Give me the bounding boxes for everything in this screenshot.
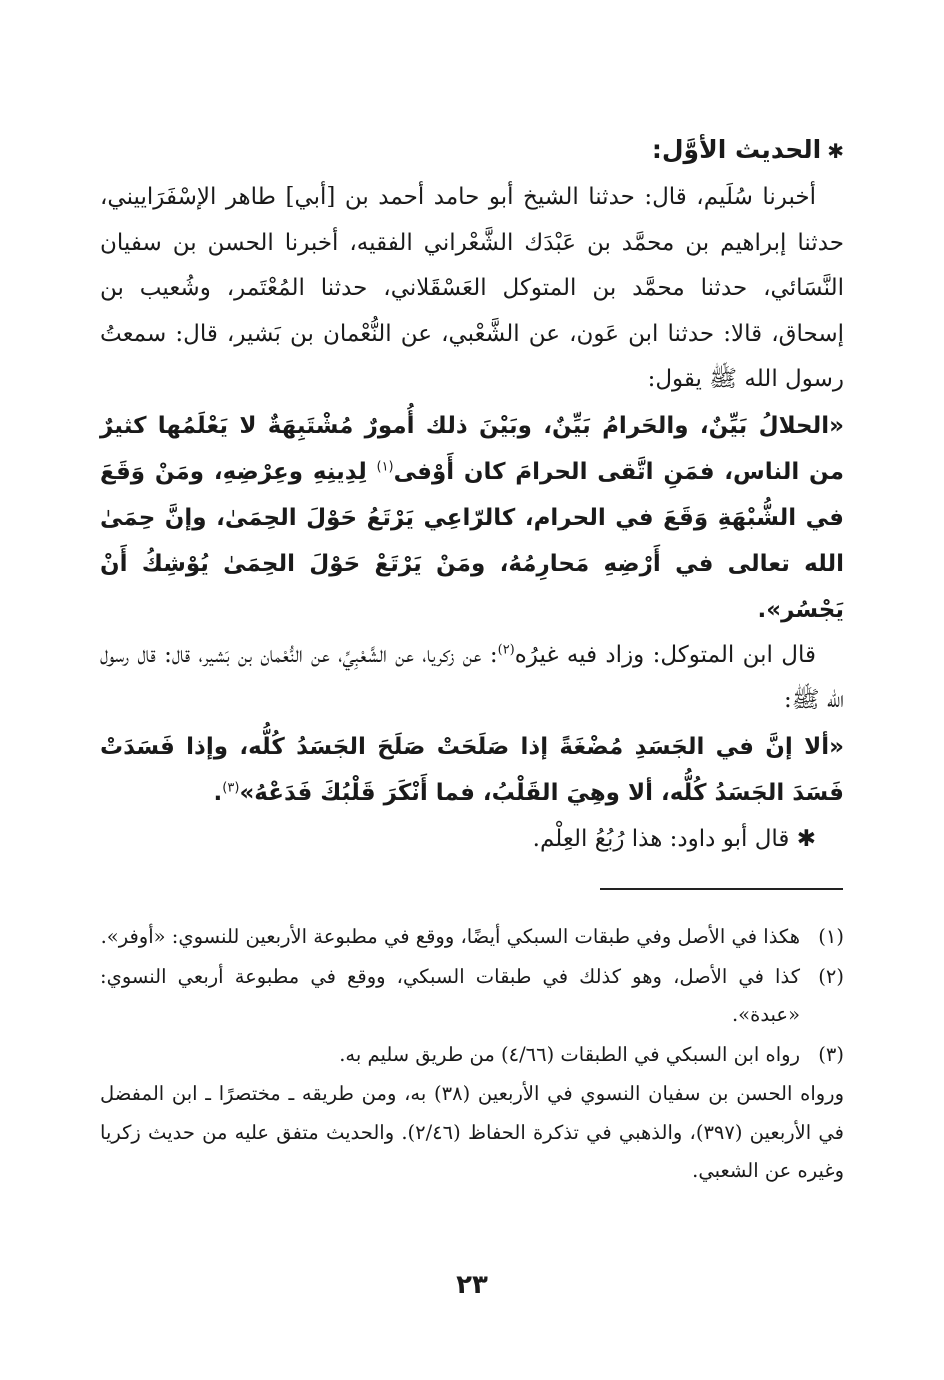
hadith-matn-1: «الحلالُ بَيِّنٌ، والحَرامُ بَيِّنٌ، وبَيْنَ ذلك أُمورٌ مُشْتَبِهَةٌ لا يَعْلَمُها كثيرٌ من الناس، فمَنِ اتَّقى الحرامَ كان أَوْفى$^{(١)}$ لِدِينِهِ وعِرْضِهِ، ومَنْ وَقَعَ في الشُّبْهَةِ وَقَعَ في الحرام، كالرّاعِي يَرْتَعُ حَوْلَ الحِمَىٰ، وإنَّ حِمَىٰ الله تعالى في أَرْضِهِ مَحارِمُهُ، ومَنْ يَرْتَعْ حَوْلَ الحِمَىٰ يُوْشِكُ أَنْ يَجْسُر».: [100, 412, 844, 623]
asterisk-icon: ✱: [827, 139, 844, 163]
footnote-ref-1[interactable]: (١): [376, 458, 394, 474]
footnote-number: (١): [818, 925, 844, 948]
footnote-1: (١) هكذا في الأصل وفي طبقات السبكي أيضًا، ووقع في مطبوعة الأربعين للنسوي: «أوفر».: [100, 918, 844, 957]
hadith-title: الحديث الأوَّل:: [651, 135, 822, 164]
page-number: ٢٣: [456, 1270, 488, 1300]
footnote-3: (٣) رواه ابن السبكي في الطبقات (٤/٦٦) من طريق سليم به.: [100, 1036, 844, 1075]
hadith-matn-2: «ألا إنَّ في الجَسَدِ مُضْغَةً إذا صَلَحَتْ صَلَحَ الجَسَدُ كُلُّه، وإذا فَسَدَتْ فَسَدَ الجَسَدُ كُلُّه، ألا وهِيَ القَلْبُ، فما أَنْكَرَ قَلْبُكَ فَدَعْهُ»$^{(٣)}$.: [100, 733, 844, 806]
footnote-ref-2[interactable]: (٢): [497, 641, 515, 657]
footnote-ref-3[interactable]: (٣): [222, 779, 240, 795]
main-text: [100, 128, 844, 862]
hadith-heading: [100, 128, 844, 173]
footnote-3-continuation: ورواه الحسن بن سفيان النسوي في الأربعين (٣٨) به، ومن طريقه ـ مختصرًا ـ ابن المفضل في الأربعين (٣٩٧)، والذهبي في تذكرة الحفاظ (٢/٤٦). والحديث متفق عليه من حديث زكريا وغيره عن الشعبي.: [100, 1082, 844, 1182]
footnote-2: (٢) كذا في الأصل، وهو كذلك في طبقات السبكي، ووقع في مطبوعة أربعي النسوي: «عبدة».: [100, 958, 844, 1035]
footnote-number: (٣): [818, 1042, 844, 1066]
footnote-divider: [600, 888, 843, 890]
footnote-number: (٢): [818, 964, 844, 988]
isnad-paragraph-2: قال ابن المتوكل: وزاد فيه غيرُه$^{(٢)}$: عن زكريا، عن الشَّعْبِيِّ، عن النُّعْمان بن بَشير، قال: قال رسول الله ﷺ:: [100, 641, 844, 713]
abu-dawud-note: ✱ قال أبو داود: هذا رُبُعُ العِلْم.: [532, 825, 816, 852]
isnad-paragraph: أخبرنا سُلَيم، قال: حدثنا الشيخ أبو حامد أحمد بن [أبي] طاهر الإسْفَرَاييني، حدثنا إبراهيم بن محمَّد بن عَبْدَك الشَّعْراني الفقيه، أخبرنا الحسن بن سفيان النَّسَائي، حدثنا محمَّد بن المتوكل العَسْقَلاني، حدثنا المُعْتَمر، وشُعيب بن إسحاق، قالا: حدثنا ابن عَون، عن الشَّعْبي، عن النُّعْمان بن بَشير، قال: سمعتُ رسول الله ﷺ يقول:: [100, 184, 844, 392]
footnotes: [100, 918, 844, 1191]
